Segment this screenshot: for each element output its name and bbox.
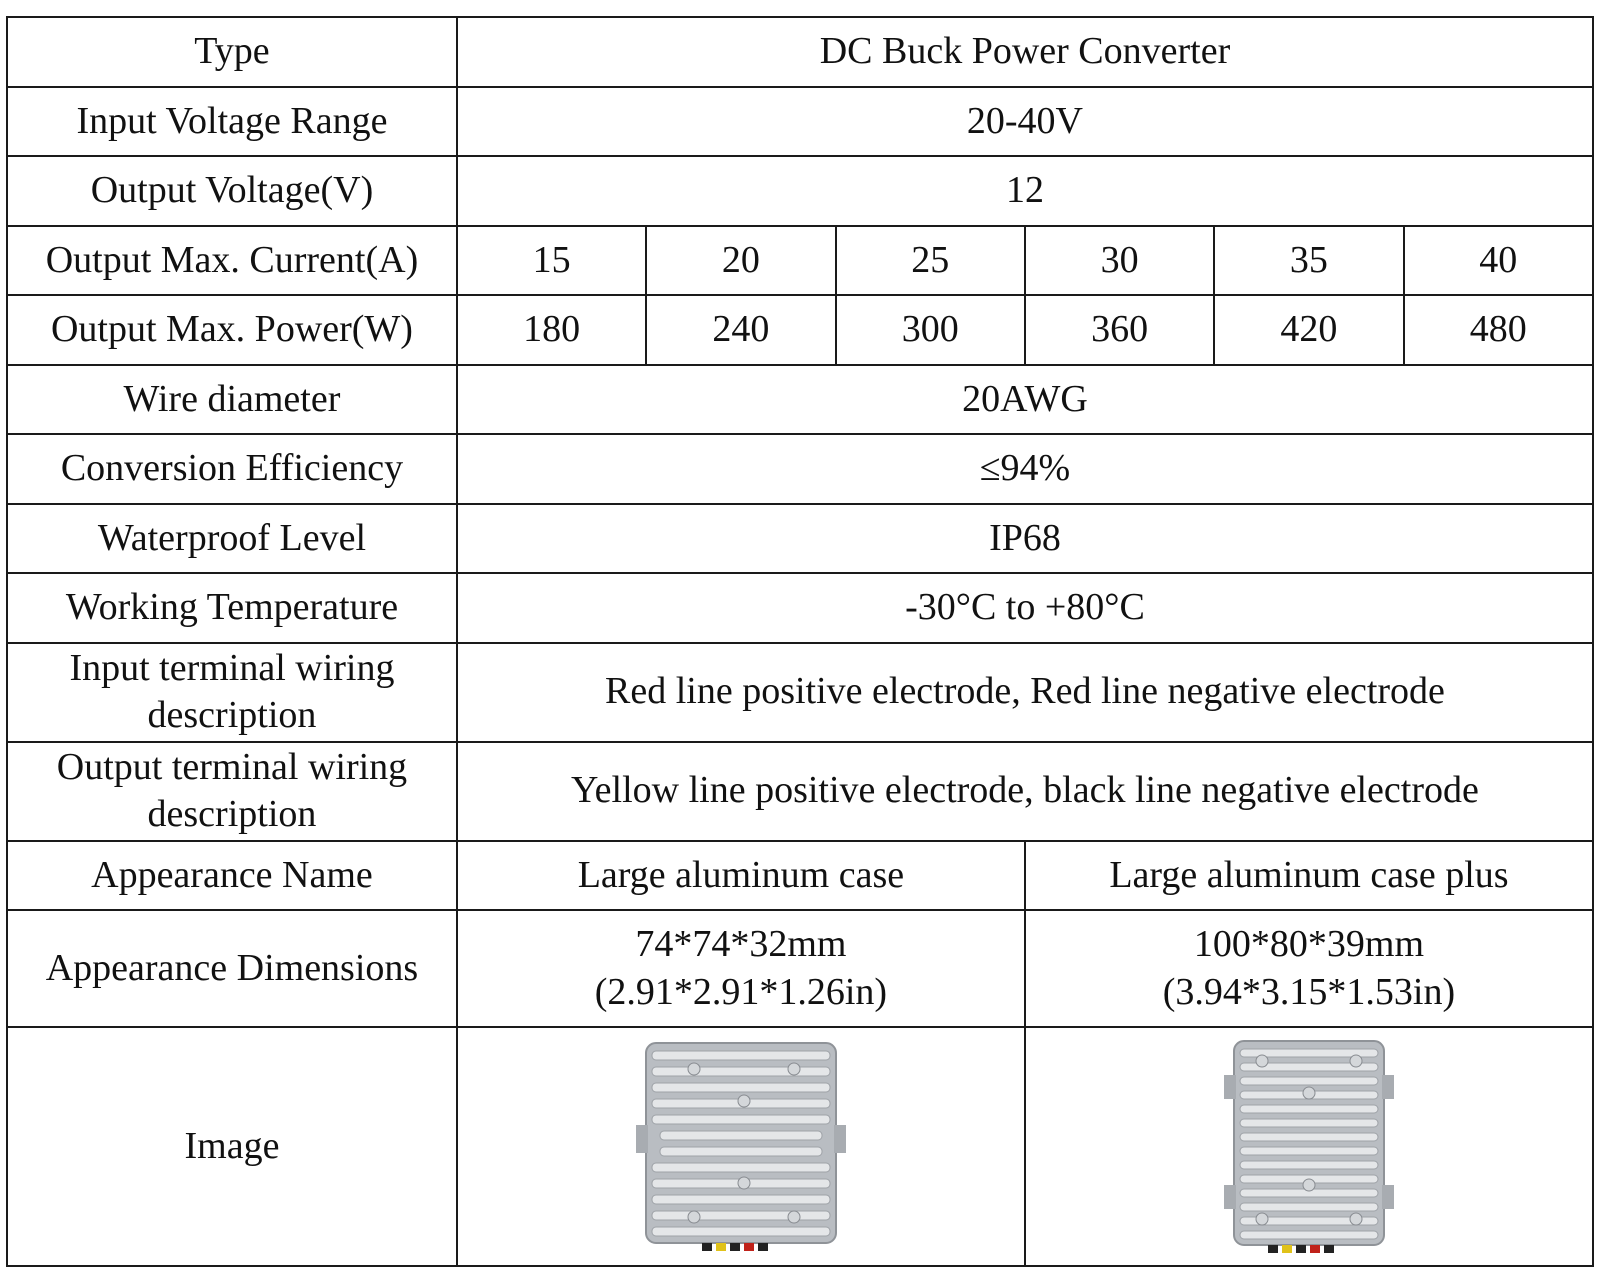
output-power-value: 420 <box>1214 295 1403 365</box>
row-input-wiring <box>7 643 1593 742</box>
output-power-value: 240 <box>646 295 835 365</box>
type-value: DC Buck Power Converter <box>457 17 1593 87</box>
output-power-value: 480 <box>1404 295 1593 365</box>
output-power-value: 180 <box>457 295 646 365</box>
input-voltage-value: 20-40V <box>457 87 1593 157</box>
appearance-dimensions-label: Appearance Dimensions <box>7 910 457 1027</box>
dimensions-mm: 74*74*32mm <box>635 923 847 966</box>
output-wiring-label <box>7 742 457 841</box>
aluminum-case-image <box>636 1037 846 1255</box>
row-waterproof <box>7 504 1593 574</box>
row-temperature <box>7 573 1593 643</box>
output-voltage-label: Output Voltage(V) <box>7 156 457 226</box>
output-wiring-label-line1: Output terminal wiring <box>56 745 408 788</box>
appearance-name-value: Large aluminum case plus <box>1025 841 1593 911</box>
waterproof-value: IP68 <box>457 504 1593 574</box>
output-wiring-value: Yellow line positive electrode, black line negative electrode <box>457 742 1593 841</box>
row-type <box>7 17 1593 87</box>
row-appearance-name <box>7 841 1593 911</box>
temperature-value: -30°C to +80°C <box>457 573 1593 643</box>
input-wiring-value: Red line positive electrode, Red line negative electrode <box>457 643 1593 742</box>
row-efficiency <box>7 434 1593 504</box>
aluminum-case-plus-image <box>1224 1035 1394 1257</box>
output-current-value: 35 <box>1214 226 1403 296</box>
image-label: Image <box>7 1027 457 1266</box>
row-image <box>7 1027 1593 1266</box>
efficiency-label: Conversion Efficiency <box>7 434 457 504</box>
dimensions-in: (3.94*3.15*1.53in) <box>1162 970 1456 1013</box>
appearance-name-label: Appearance Name <box>7 841 457 911</box>
row-input-voltage <box>7 87 1593 157</box>
input-wiring-label-line2: description <box>147 694 317 737</box>
row-output-power <box>7 295 1593 365</box>
dimensions-mm: 100*80*39mm <box>1193 923 1425 966</box>
output-wiring-label-line2: description <box>147 793 317 836</box>
appearance-name-value: Large aluminum case <box>457 841 1025 911</box>
output-current-label: Output Max. Current(A) <box>7 226 457 296</box>
output-current-value: 30 <box>1025 226 1214 296</box>
output-voltage-value: 12 <box>457 156 1593 226</box>
row-output-voltage <box>7 156 1593 226</box>
spec-table <box>6 16 1594 1267</box>
product-image-cell <box>1025 1027 1593 1266</box>
row-output-wiring <box>7 742 1593 841</box>
input-wiring-label-line1: Input terminal wiring <box>69 646 395 689</box>
output-current-value: 15 <box>457 226 646 296</box>
product-image-cell <box>457 1027 1025 1266</box>
output-current-value: 20 <box>646 226 835 296</box>
output-power-value: 360 <box>1025 295 1214 365</box>
dimensions-in: (2.91*2.91*1.26in) <box>594 970 888 1013</box>
output-current-value: 40 <box>1404 226 1593 296</box>
appearance-dimensions-value <box>1025 910 1593 1027</box>
type-label: Type <box>7 17 457 87</box>
row-appearance-dimensions <box>7 910 1593 1027</box>
row-output-current <box>7 226 1593 296</box>
waterproof-label: Waterproof Level <box>7 504 457 574</box>
output-power-value: 300 <box>836 295 1025 365</box>
input-voltage-label: Input Voltage Range <box>7 87 457 157</box>
output-current-value: 25 <box>836 226 1025 296</box>
input-wiring-label <box>7 643 457 742</box>
wire-diameter-label: Wire diameter <box>7 365 457 435</box>
row-wire-diameter <box>7 365 1593 435</box>
output-power-label: Output Max. Power(W) <box>7 295 457 365</box>
appearance-dimensions-value <box>457 910 1025 1027</box>
temperature-label: Working Temperature <box>7 573 457 643</box>
efficiency-value: ≤94% <box>457 434 1593 504</box>
wire-diameter-value: 20AWG <box>457 365 1593 435</box>
